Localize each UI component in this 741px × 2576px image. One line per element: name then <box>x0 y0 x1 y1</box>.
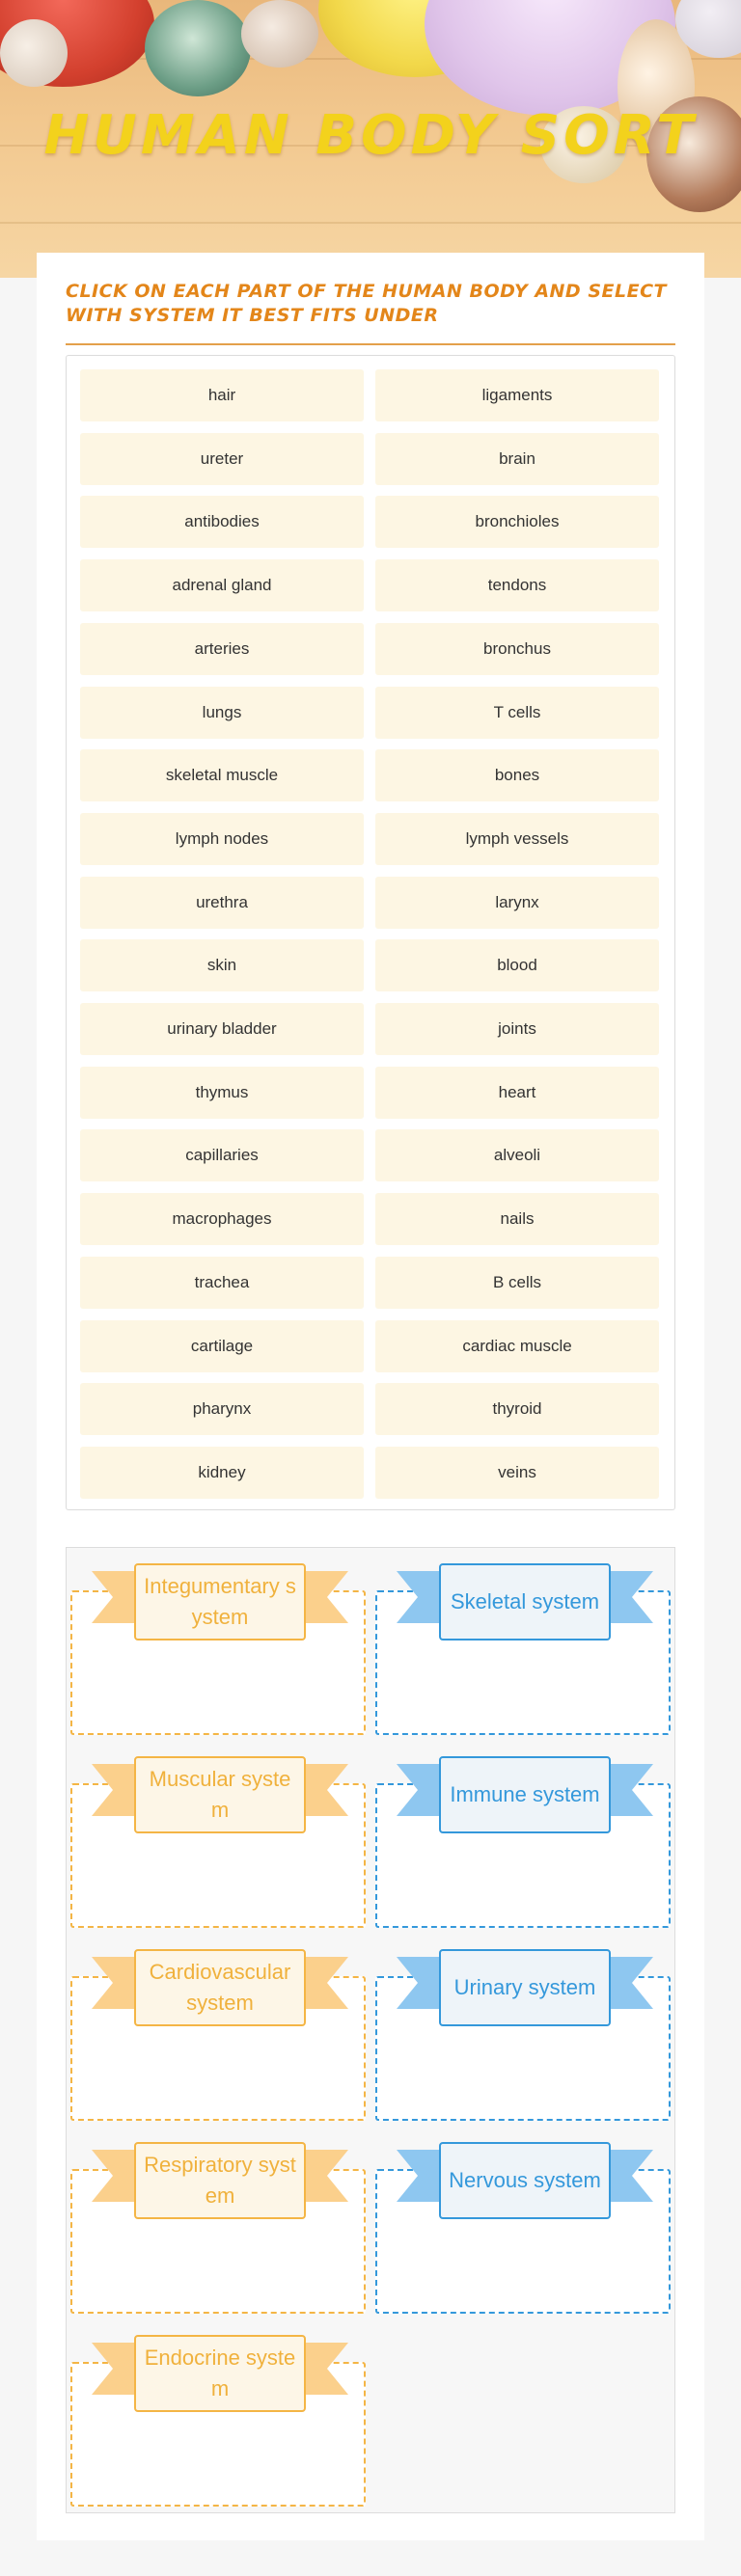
category-label: Cardiovascular system <box>134 1949 306 2026</box>
sort-item[interactable]: trachea <box>80 1257 364 1309</box>
sort-item[interactable]: blood <box>375 939 659 991</box>
sort-item[interactable]: B cells <box>375 1257 659 1309</box>
instructions-heading: CLICK ON EACH PART OF THE HUMAN BODY AND SELECT WITH SYSTEM IT BEST FITS UNDER <box>66 281 667 326</box>
sort-item[interactable]: skin <box>80 939 364 991</box>
sort-item[interactable]: ureter <box>80 433 364 485</box>
category-label: Urinary system <box>439 1949 611 2026</box>
category-integumentary-system <box>70 1556 366 1733</box>
category-label: Immune system <box>439 1756 611 1833</box>
category-area <box>66 1547 675 2513</box>
sort-item[interactable]: urethra <box>80 877 364 929</box>
category-cardiovascular-system <box>70 1941 366 2119</box>
category-muscular-system <box>70 1749 366 1926</box>
sort-item[interactable]: urinary bladder <box>80 1003 364 1055</box>
category-label: Nervous system <box>439 2142 611 2219</box>
sort-item[interactable]: lungs <box>80 687 364 739</box>
category-label: Respiratory system <box>134 2142 306 2219</box>
category-nervous-system <box>375 2134 671 2312</box>
sort-item[interactable]: cartilage <box>80 1320 364 1372</box>
sort-item[interactable]: heart <box>375 1067 659 1119</box>
hero-banner <box>0 0 741 278</box>
sort-item[interactable]: joints <box>375 1003 659 1055</box>
sort-item[interactable]: thyroid <box>375 1383 659 1435</box>
sort-item[interactable]: ligaments <box>375 369 659 421</box>
sort-item[interactable]: skeletal muscle <box>80 749 364 801</box>
sort-item[interactable]: kidney <box>80 1447 364 1499</box>
category-urinary-system <box>375 1941 671 2119</box>
sort-item[interactable]: veins <box>375 1447 659 1499</box>
sort-item[interactable]: adrenal gland <box>80 559 364 611</box>
sort-item[interactable]: macrophages <box>80 1193 364 1245</box>
shell-image <box>241 0 318 68</box>
sort-item[interactable]: lymph vessels <box>375 813 659 865</box>
shell-image <box>0 19 68 87</box>
sort-item[interactable]: T cells <box>375 687 659 739</box>
sort-item[interactable]: antibodies <box>80 496 364 548</box>
category-skeletal-system <box>375 1556 671 1733</box>
category-respiratory-system <box>70 2134 366 2312</box>
category-immune-system <box>375 1749 671 1926</box>
sort-item[interactable]: lymph nodes <box>80 813 364 865</box>
sort-item[interactable]: hair <box>80 369 364 421</box>
shell-image <box>145 0 251 96</box>
sort-item[interactable]: pharynx <box>80 1383 364 1435</box>
sort-item[interactable]: larynx <box>375 877 659 929</box>
category-label: Skeletal system <box>439 1563 611 1641</box>
category-label: Endocrine system <box>134 2335 306 2412</box>
sort-item[interactable]: bones <box>375 749 659 801</box>
divider <box>66 343 675 345</box>
activity-card <box>37 253 704 2540</box>
item-bank <box>66 355 675 1510</box>
category-label: Muscular system <box>134 1756 306 1833</box>
sort-item[interactable]: thymus <box>80 1067 364 1119</box>
category-label: Integumentary system <box>134 1563 306 1641</box>
sort-item[interactable]: brain <box>375 433 659 485</box>
sort-item[interactable]: arteries <box>80 623 364 675</box>
sort-item[interactable]: alveoli <box>375 1129 659 1181</box>
page-title: HUMAN BODY SORT <box>43 104 698 167</box>
sort-item[interactable]: capillaries <box>80 1129 364 1181</box>
sort-item[interactable]: nails <box>375 1193 659 1245</box>
sort-item[interactable]: cardiac muscle <box>375 1320 659 1372</box>
category-endocrine-system <box>70 2327 366 2505</box>
sort-item[interactable]: bronchus <box>375 623 659 675</box>
sort-item[interactable]: bronchioles <box>375 496 659 548</box>
sort-item[interactable]: tendons <box>375 559 659 611</box>
